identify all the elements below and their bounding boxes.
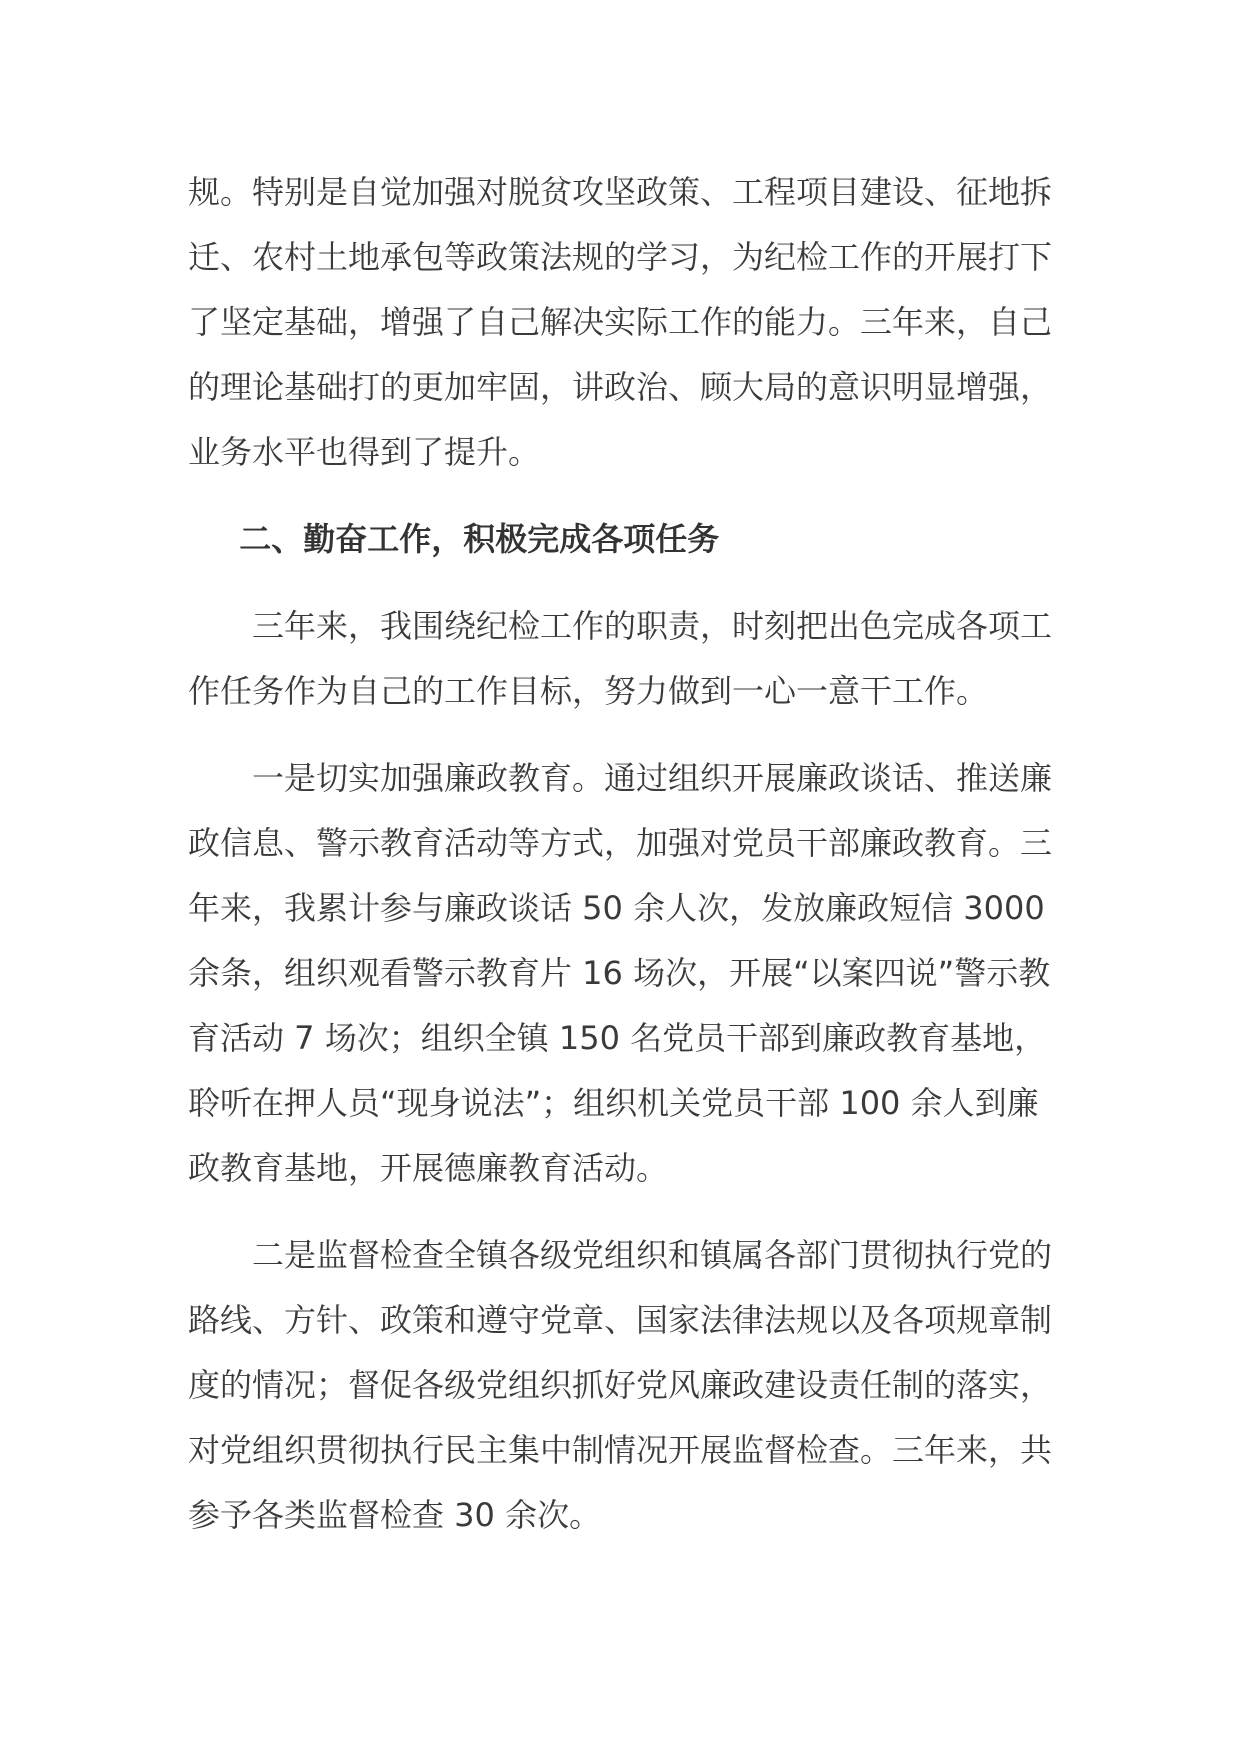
section-heading-diligent-work: 二、勤奋工作，积极完成各项任务: [239, 520, 720, 558]
paragraph-learning-continued: 规。特别是自觉加强对脱贫攻坚政策、工程项目建设、征地拆迁、农村土地承包等政策法规的学习，为纪检工作的开展打下了坚定基础，增强了自己解决实际工作的能力。三年来，自己的理论基础打的更加牢固，讲政治、顾大局的意识明显增强，业务水平也得到了提升。: [188, 173, 1053, 471]
paragraph-work-goals: 三年来，我围绕纪检工作的职责，时刻把出色完成各项工作任务作为自己的工作目标，努力做到一心一意干工作。: [188, 607, 1053, 710]
paragraph-supervision-inspection: 二是监督检查全镇各级党组织和镇属各部门贯彻执行党的路线、方针、政策和遵守党章、国家法律法规以及各项规章制度的情况；督促各级党组织抓好党风廉政建设责任制的落实，对党组织贯彻执行民主集中制情况开展监督检查。三年来，共参予各类监督检查 30 余次。: [188, 1236, 1053, 1534]
paragraph-integrity-education: 一是切实加强廉政教育。通过组织开展廉政谈话、推送廉政信息、警示教育活动等方式，加强对党员干部廉政教育。三年来，我累计参与廉政谈话 50 余人次，发放廉政短信 3000 余条，组织观看警示教育片 16 场次，开展“以案四说”警示教育活动 7 场次；组织全镇 150 名党员干部到廉政教育基地，聆听在押人员“现身说法”；组织机关党员干部 100 余人到廉政教育基地，开展德廉教育活动。: [188, 759, 1053, 1187]
document-page: [188, 160, 1054, 1570]
